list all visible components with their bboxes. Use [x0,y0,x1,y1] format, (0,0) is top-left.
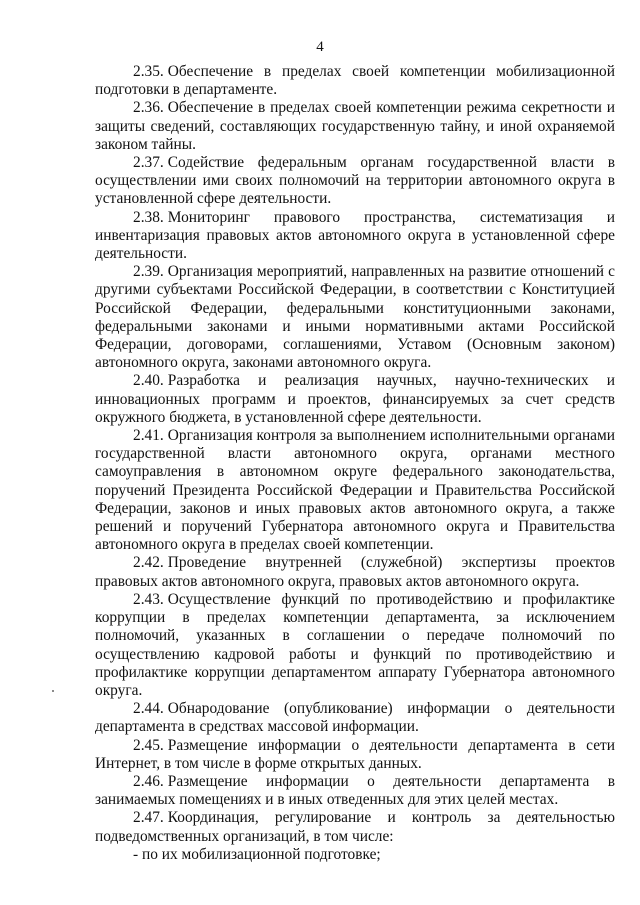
paragraph-2-45 [95,737,615,773]
paragraph-2-36 [95,99,615,154]
paragraph-2-38 [95,209,615,264]
paragraph-number: 2.44. [133,700,164,718]
paragraph-number: 2.47. [133,809,164,827]
paragraph-text: Размещение информации о деятельности департамента в сети Интернет, в том числе в форме открытых данных. [95,736,615,772]
scan-artifact [52,690,54,692]
paragraph-text: Обеспечение в пределах своей компетенции мобилизационной подготовки в департаменте. [95,63,615,99]
page-number: 4 [316,39,324,55]
paragraph-text: Содействие федеральным органам государственной власти в осуществлении ими своих полномочий на территории автономного округа в установленной сфере деятельности. [95,154,615,208]
paragraph-text: Организация контроля за выполнением исполнительными органами государственной власти автономного округа, органами местного самоуправления в автономном округе федерального законодательства, поручений Президента Российской Федерации и Правительства Российской Федерации, законов и иных правовых актов автономного округа, а также решений и поручений Губернатора автономного округа и Правительства автономного округа в пределах своей компетенции. [95,427,615,554]
list-item: - по их мобилизационной подготовке; [133,845,381,863]
paragraph-2-40 [95,372,615,427]
paragraph-2-47 [95,809,615,845]
paragraph-number: 2.42. [133,554,164,572]
paragraph-number: 2.46. [133,772,164,790]
paragraph-text: Проведение внутренней (служебной) экспертизы проектов правовых актов автономного округа, правовых актов автономного округа. [95,554,615,590]
paragraph-text: Обеспечение в пределах своей компетенции режима секретности и защиты сведений, составляющих государственную тайну, и иной охраняемой законом тайны. [95,99,615,153]
paragraph-number: 2.36. [133,99,164,117]
paragraph-2-35 [95,63,615,99]
paragraph-2-46 [95,773,615,809]
paragraph-number: 2.37. [133,154,164,172]
paragraph-text: Организация мероприятий, направленных на развитие отношений с другими субъектами Российской Федерации, в соответствии с Конституцией Российской Федерации, федеральными конституционными законами, федеральными законами и иными нормативными актами Российской Федерации, договорами, соглашениями, Уставом (Основным законом) автономного округа, законами автономного округа. [95,263,615,372]
paragraph-number: 2.43. [133,590,164,608]
paragraph-number: 2.35. [133,63,164,80]
paragraph-text: Обнародование (опубликование) информации о деятельности департамента в средствах массовой информации. [95,700,615,736]
paragraph-text: Координация, регулирование и контроль за деятельностью подведомственных организаций, в том числе: [95,809,615,845]
paragraph-2-37 [95,154,615,209]
paragraph-2-43 [95,591,615,700]
paragraph-number: 2.45. [133,736,164,754]
paragraph-number: 2.38. [133,208,164,226]
paragraph-2-44 [95,700,615,736]
paragraph-text: Осуществление функций по противодействию и профилактике коррупции в пределах компетенции департамента, за исключением полномочий, указанных в соглашении о передаче полномочий по осуществлению кадровой работы и функций по противодействию и профилактике коррупции департаментом аппарату Губернатора автономного округа. [95,590,615,699]
paragraph-2-42 [95,554,615,590]
paragraph-text: Разработка и реализация научных, научно-технических и инновационных программ и проектов, финансируемых за счет средств окружного бюджета, в установленной сфере деятельности. [95,372,615,426]
document-body [95,63,615,864]
paragraph-number: 2.40. [133,372,164,390]
paragraph-text: Размещение информации о деятельности департамента в занимаемых помещениях и в иных отведенных для этих целей местах. [95,772,615,809]
paragraph-number: 2.39. [133,263,164,281]
paragraph-2-39 [95,263,615,372]
paragraph-2-41 [95,427,615,554]
paragraph-text: Мониторинг правового пространства, систематизация и инвентаризация правовых актов автономного округа в установленной сфере деятельности. [95,208,615,263]
paragraph-number: 2.41. [133,427,164,445]
